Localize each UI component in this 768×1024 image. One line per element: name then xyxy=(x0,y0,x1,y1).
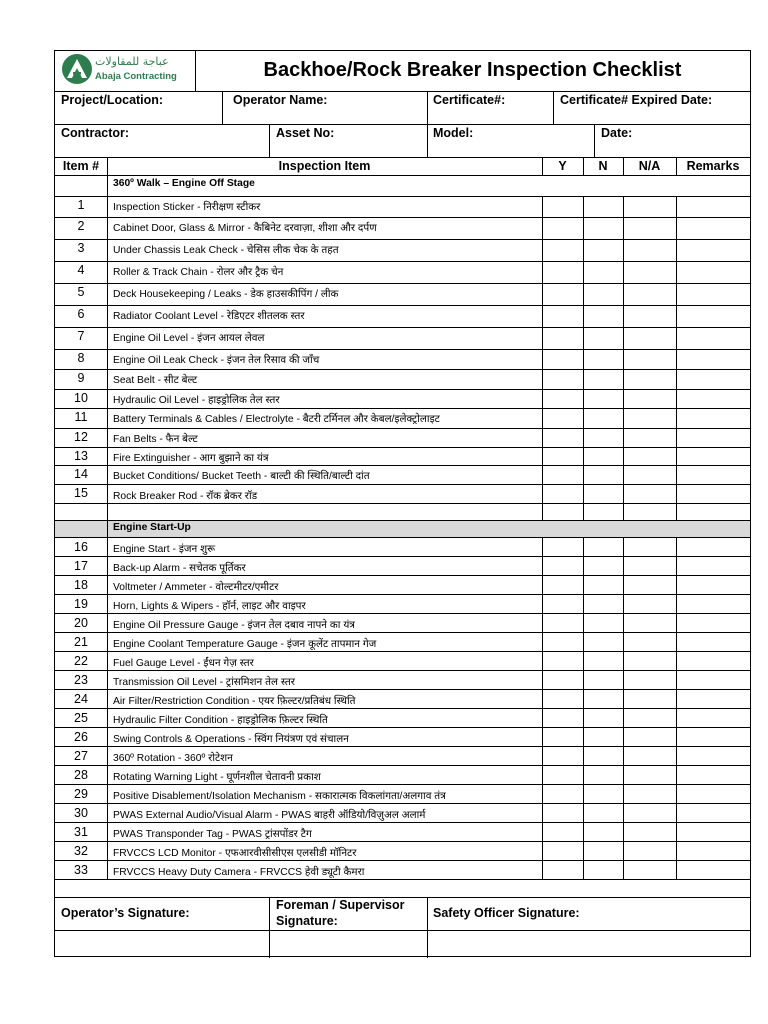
grid-line xyxy=(55,879,750,880)
item-text: Fuel Gauge Level - ईंधन गेज़ स्तर xyxy=(113,658,254,669)
item-text: Transmission Oil Level - ट्रांसमिशन तेल स्तर xyxy=(113,677,295,688)
grid-line xyxy=(55,822,750,823)
item-number: 12 xyxy=(74,430,88,444)
item-number: 30 xyxy=(74,806,88,820)
item-number: 17 xyxy=(74,559,88,573)
model-label: Model: xyxy=(433,126,474,140)
operator-name-label: Operator Name: xyxy=(233,93,328,107)
grid-line xyxy=(55,556,750,557)
item-text: Radiator Coolant Level - रेडिएटर शीतलक स्तर xyxy=(113,311,305,322)
item-number: 5 xyxy=(77,285,85,299)
item-number: 6 xyxy=(77,307,85,321)
grid-line xyxy=(542,157,543,175)
item-text: Rotating Warning Light - घूर्णनशील चेतावनी प्रकाश xyxy=(113,772,321,783)
grid-line xyxy=(107,537,108,879)
item-number: 24 xyxy=(74,692,88,706)
contractor-label: Contractor: xyxy=(61,126,130,140)
grid-line xyxy=(55,784,750,785)
grid-line xyxy=(195,51,196,91)
grid-line xyxy=(55,632,750,633)
grid-line xyxy=(55,196,750,197)
item-text: Voltmeter / Ammeter - वोल्टमीटर/एमीटर xyxy=(113,582,279,593)
grid-line xyxy=(553,91,554,124)
item-text: Battery Terminals & Cables / Electrolyte - बैटरी टर्मिनल और केबल/इलेक्ट्रोलाइट xyxy=(113,414,440,425)
grid-line xyxy=(623,157,624,175)
item-text: Rock Breaker Rod - रॉक ब्रेकर रॉड xyxy=(113,491,258,502)
column-item-no: Item # xyxy=(62,159,100,173)
grid-line xyxy=(55,708,750,709)
item-text: Bucket Conditions/ Bucket Teeth - बाल्टी की स्थिति/बाल्टी दांत xyxy=(113,471,370,482)
grid-line xyxy=(55,860,750,861)
item-number: 1 xyxy=(77,198,85,212)
item-number: 13 xyxy=(74,449,88,463)
grid-line xyxy=(55,503,750,504)
grid-line xyxy=(55,91,750,92)
grid-line xyxy=(55,465,750,466)
grid-line xyxy=(55,349,750,350)
grid-line xyxy=(55,327,750,328)
grid-line xyxy=(55,520,750,521)
section-title-startup: Engine Start-Up xyxy=(113,522,191,533)
logo-english-text: Abaja Contracting xyxy=(95,71,177,82)
grid-line xyxy=(55,689,750,690)
item-text: Inspection Sticker - निरीक्षण स्टीकर xyxy=(113,202,261,213)
item-text: Horn, Lights & Wipers - हॉर्न, लाइट और वाइपर xyxy=(113,601,306,612)
item-text: FRVCCS LCD Monitor - एफआरवीसीसीएस एलसीडी मॉनिटर xyxy=(113,848,357,859)
foreman-signature-label: Foreman / Supervisor Signature: xyxy=(276,898,405,928)
grid-line xyxy=(676,157,677,175)
column-y: Y xyxy=(558,159,567,173)
grid-line xyxy=(55,803,750,804)
grid-line xyxy=(55,428,750,429)
item-text: 360º Rotation - 360º रोटेशन xyxy=(113,753,233,764)
grid-line xyxy=(269,124,270,157)
grid-line xyxy=(55,305,750,306)
grid-line xyxy=(583,196,584,520)
item-number: 18 xyxy=(74,578,88,592)
item-text: Engine Oil Pressure Gauge - इंजन तेल दबाव नापने का यंत्र xyxy=(113,620,355,631)
item-number: 3 xyxy=(77,241,85,255)
item-number: 10 xyxy=(74,391,88,405)
item-number: 29 xyxy=(74,787,88,801)
grid-line xyxy=(55,613,750,614)
item-text: Fan Belts - फैन बेल्ट xyxy=(113,434,198,445)
grid-line xyxy=(55,124,750,125)
grid-line xyxy=(55,841,750,842)
grid-line xyxy=(55,746,750,747)
column-inspection-item: Inspection Item xyxy=(278,159,371,173)
grid-line xyxy=(583,157,584,175)
grid-line xyxy=(55,408,750,409)
grid-line xyxy=(427,124,428,157)
item-text: Engine Oil Leak Check - इंजन तेल रिसाव की जाँच xyxy=(113,355,320,366)
certificate-label: Certificate#: xyxy=(433,93,506,107)
grid-line xyxy=(55,283,750,284)
grid-line xyxy=(55,897,750,898)
grid-line xyxy=(427,91,428,124)
item-text: PWAS Transponder Tag - PWAS ट्रांसपोंडर टैग xyxy=(113,829,312,840)
grid-line xyxy=(107,157,108,175)
grid-line xyxy=(55,239,750,240)
grid-line xyxy=(55,369,750,370)
item-number: 9 xyxy=(77,371,85,385)
grid-line xyxy=(623,196,624,520)
grid-line xyxy=(55,651,750,652)
grid-line xyxy=(55,727,750,728)
item-number: 4 xyxy=(77,263,85,277)
asset-no-label: Asset No: xyxy=(276,126,335,140)
item-number: 21 xyxy=(74,635,88,649)
item-number: 31 xyxy=(74,825,88,839)
item-text: Seat Belt - सीट बेल्ट xyxy=(113,375,198,386)
item-text: Fire Extinguisher - आग बुझाने का यंत्र xyxy=(113,453,269,464)
abaja-logo-icon xyxy=(62,54,92,84)
inspection-checklist-form xyxy=(54,50,751,957)
item-number: 27 xyxy=(74,749,88,763)
certificate-expired-label: Certificate# Expired Date: xyxy=(560,93,713,107)
grid-line xyxy=(594,124,595,157)
item-number: 20 xyxy=(74,616,88,630)
grid-line xyxy=(55,537,750,538)
item-text: Engine Coolant Temperature Gauge - इंजन कूलेंट तापमान गेज xyxy=(113,639,377,650)
grid-line xyxy=(55,175,750,176)
item-text: Hydraulic Oil Level - हाइड्रोलिक तेल स्तर xyxy=(113,395,280,406)
item-number: 16 xyxy=(74,540,88,554)
grid-line xyxy=(55,484,750,485)
item-number: 14 xyxy=(74,467,88,481)
item-text: Air Filter/Restriction Condition - एयर फ़िल्टर/प्रतिबंध स्थिति xyxy=(113,696,356,707)
item-text: Roller & Track Chain - रोलर और ट्रैक चेन xyxy=(113,267,284,278)
item-number: 15 xyxy=(74,486,88,500)
item-text: PWAS External Audio/Visual Alarm - PWAS बाहरी ऑडियो/विज़ुअल अलार्म xyxy=(113,810,426,821)
grid-line xyxy=(55,930,750,931)
grid-line xyxy=(55,389,750,390)
item-number: 33 xyxy=(74,863,88,877)
grid-line xyxy=(55,157,750,158)
grid-line xyxy=(676,196,677,520)
column-n: N xyxy=(598,159,608,173)
column-remarks: Remarks xyxy=(686,159,740,173)
grid-line xyxy=(55,594,750,595)
grid-line xyxy=(269,897,270,958)
grid-line xyxy=(427,897,428,958)
item-number: 19 xyxy=(74,597,88,611)
grid-line xyxy=(55,217,750,218)
item-text: Back-up Alarm - सचेतक पूर्तिकर xyxy=(113,563,246,574)
grid-line xyxy=(55,765,750,766)
item-text: Engine Start - इंजन शुरू xyxy=(113,544,216,555)
section-title-walk: 360º Walk – Engine Off Stage xyxy=(113,178,255,189)
grid-line xyxy=(107,175,108,196)
form-title: Backhoe/Rock Breaker Inspection Checklist xyxy=(263,59,682,81)
grid-line xyxy=(55,575,750,576)
safety-officer-signature-label: Safety Officer Signature: xyxy=(433,906,580,920)
item-text: Positive Disablement/Isolation Mechanism - सकारात्मक विकलांगता/अलगाव तंत्र xyxy=(113,791,446,802)
item-number: 2 xyxy=(77,219,85,233)
item-number: 11 xyxy=(74,410,88,424)
item-number: 7 xyxy=(77,329,85,343)
item-number: 8 xyxy=(77,351,85,365)
company-logo xyxy=(55,51,195,91)
item-text: Under Chassis Leak Check - चेसिस लीक चेक के तहत xyxy=(113,245,339,256)
item-text: FRVCCS Heavy Duty Camera - FRVCCS हेवी ड्यूटी कैमरा xyxy=(113,867,365,878)
grid-line xyxy=(583,537,584,879)
grid-line xyxy=(623,537,624,879)
grid-line xyxy=(542,537,543,879)
logo-arabic-text: عباجة للمقاولات xyxy=(95,55,169,68)
grid-line xyxy=(55,447,750,448)
project-location-label: Project/Location: xyxy=(61,93,164,107)
item-number: 28 xyxy=(74,768,88,782)
item-number: 23 xyxy=(74,673,88,687)
item-number: 22 xyxy=(74,654,88,668)
item-text: Deck Housekeeping / Leaks - डेक हाउसकीपिंग / लीक xyxy=(113,289,339,300)
grid-line xyxy=(55,670,750,671)
item-text: Cabinet Door, Glass & Mirror - कैबिनेट दरवाज़ा, शीशा और दर्पण xyxy=(113,223,377,234)
date-label: Date: xyxy=(601,126,633,140)
item-text: Hydraulic Filter Condition - हाइड्रोलिक फ़िल्टर स्थिति xyxy=(113,715,328,726)
grid-line xyxy=(676,537,677,879)
item-text: Engine Oil Level - इंजन आयल लेवल xyxy=(113,333,265,344)
grid-line xyxy=(222,91,223,124)
item-number: 32 xyxy=(74,844,88,858)
item-number: 26 xyxy=(74,730,88,744)
grid-line xyxy=(55,261,750,262)
grid-line xyxy=(107,196,108,520)
grid-line xyxy=(542,196,543,520)
grid-line xyxy=(107,520,108,537)
column-na: N/A xyxy=(638,159,661,173)
item-text: Swing Controls & Operations - स्विंग नियंत्रण एवं संचालन xyxy=(113,734,349,745)
operator-signature-label: Operator’s Signature: xyxy=(61,906,190,920)
item-number: 25 xyxy=(74,711,88,725)
